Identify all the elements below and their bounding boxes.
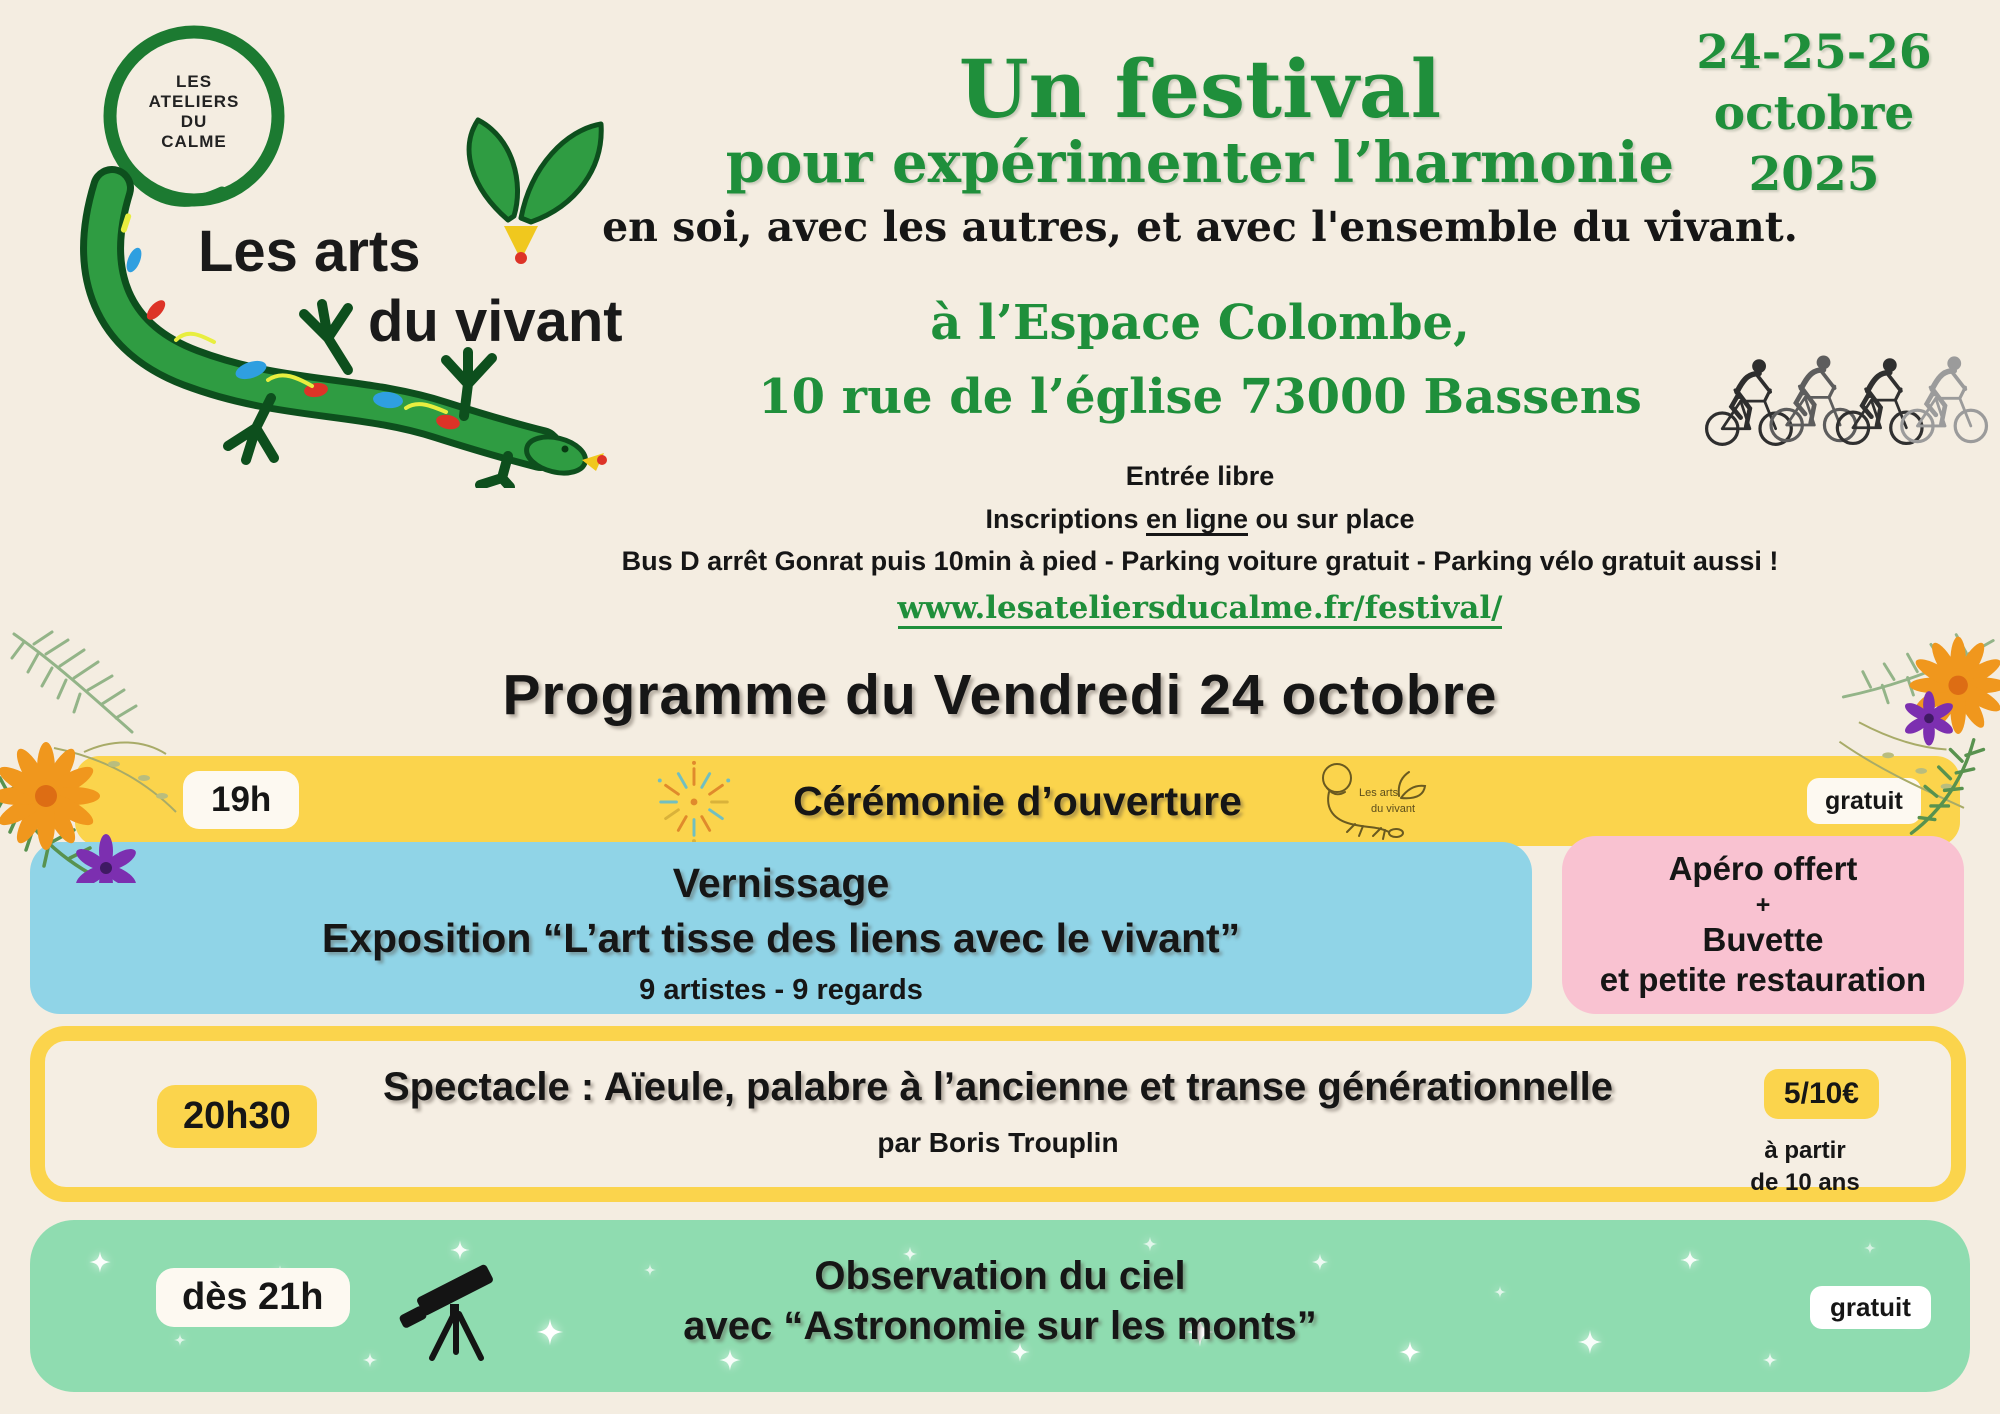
ceremony-price-badge: gratuit [1807,778,1921,824]
festival-subtitle: pour expérimenter l’harmonie [725,130,1675,197]
festival-title: Un festival [958,42,1442,136]
fireworks-icon [650,757,738,845]
venue-address: 10 rue de l’église 73000 Bassens [758,369,1642,426]
observation-title-line1: Observation du ciel [814,1254,1186,1298]
spectacle-title: Spectacle : Aïeule, palabre à l’ancienne et transe générationnelle [382,1065,1614,1109]
venue-name: à l’Espace Colombe, [930,295,1470,352]
logo-circle-line: ATELIERS [148,92,240,112]
apero-plus: + [1755,890,1771,919]
observation-box [30,1220,1970,1392]
mini-lizard-logo [1315,758,1439,842]
spectacle-age-info [1695,1135,1915,1198]
logo-circle-text [114,72,274,152]
vernissage-subtitle: Exposition “L’art tisse des liens avec le vivant” [321,915,1241,961]
spectacle-price-badge: 5/10€ [1764,1069,1879,1119]
online-registration-link[interactable]: en ligne [1146,505,1248,536]
purple-flower [73,834,139,883]
logo-circle-line: DU [180,112,208,132]
apero-box [1562,836,1964,1014]
apero-line: Buvette [1702,921,1824,959]
logo-circle-line: LES [175,72,213,91]
website-link[interactable]: www.lesateliersducalme.fr/festival/ [898,590,1503,629]
orange-flower [0,742,100,850]
vernissage-box [30,842,1532,1014]
ceremony-row [75,756,1960,846]
twigs [1839,722,1964,808]
date-line: 2025 [1748,147,1880,203]
age-line: à partir [1764,1137,1846,1164]
spectacle-author: par Boris Trouplin [877,1127,1119,1158]
age-line: de 10 ans [1750,1168,1860,1196]
programme-title: Programme du Vendredi 24 octobre [502,663,1498,727]
floral-decoration-left [0,628,224,883]
date-line: 24-25-26 [1696,25,1932,80]
registration-prefix: Inscriptions [985,503,1146,534]
ceremony-title: Cérémonie d’ouverture [793,777,1242,824]
registration-suffix: ou sur place [1247,503,1415,534]
entry-info: Entrée libre [1125,461,1275,492]
spectacle-time-badge: 20h30 [157,1085,317,1148]
ceremony-time-badge: 19h [183,771,299,829]
logo-title-line1: Les arts [198,219,421,284]
logo-circle-line: CALME [161,132,227,152]
floral-decoration-right [1820,622,2000,842]
vernissage-detail: 9 artistes - 9 regards [639,974,923,1006]
observation-price-badge: gratuit [1810,1286,1931,1329]
observation-time-badge: dès 21h [156,1268,350,1327]
apero-line: Apéro offert [1668,850,1858,888]
vernissage-title: Vernissage [672,860,890,906]
transport-info: Bus D arrêt Gonrat puis 10min à pied - Parking voiture gratuit - Parking vélo gratuit aussi ! [621,546,1779,577]
apero-line: et petite restauration [1599,961,1927,999]
mini-logo-text-line2: du vivant [1371,803,1416,815]
logo-title-line2: du vivant [368,289,623,354]
cyclists-illustration [1702,340,1992,464]
fern-light [12,632,136,732]
observation-title-line2: avec “Astronomie sur les monts” [683,1304,1317,1348]
registration-info [520,502,1880,538]
festival-tagline: en soi, avec les autres, et avec l'ensemble du vivant. [602,203,1798,252]
spectacle-box [30,1026,1966,1202]
date-line: octobre [1713,86,1915,142]
mini-logo-text-line1: Les arts [1359,787,1399,799]
